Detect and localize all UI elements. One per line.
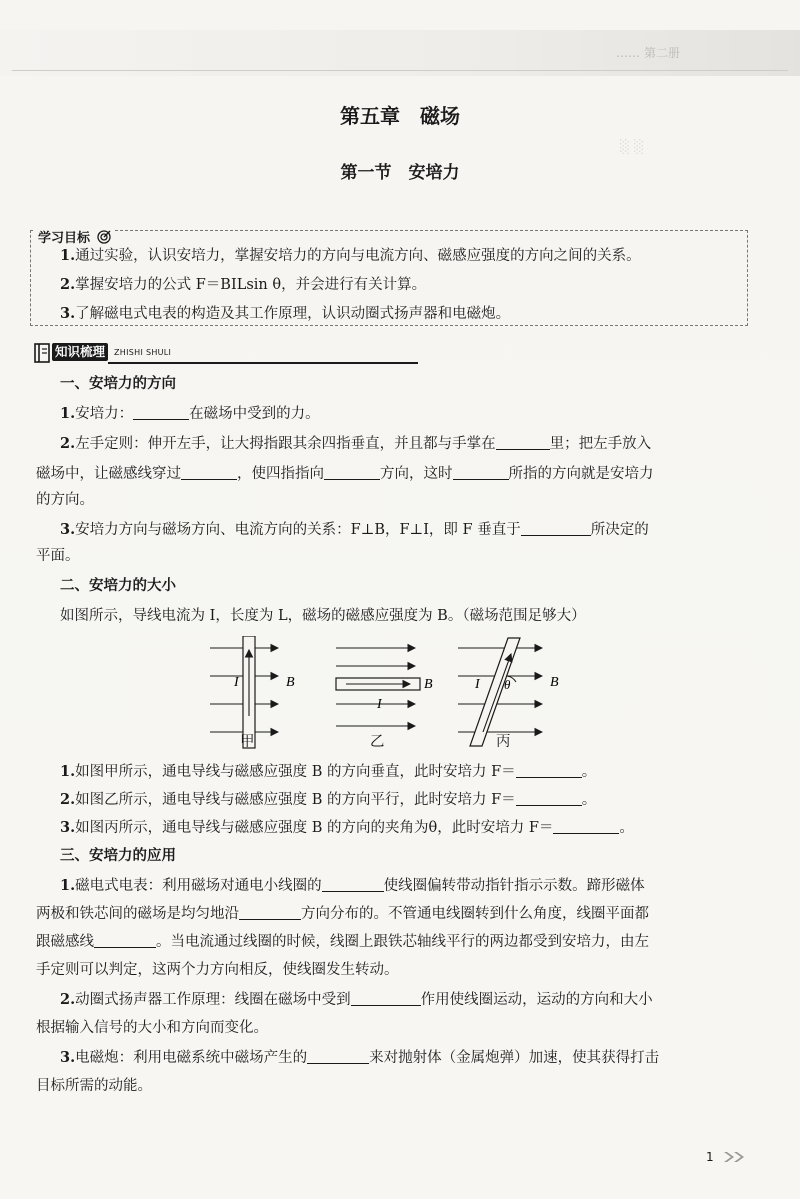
fill-blank [351,990,421,1006]
fill-blank [322,876,384,892]
fig-bing-B: B [550,675,559,690]
text: 方向，这时 [380,466,453,482]
item-number: 2. [60,991,76,1008]
header-rule [12,70,788,71]
chapter-title: 第五章 磁场 [340,104,460,128]
target-icon [97,230,111,244]
item-number: 1. [60,877,76,894]
text: 方向分布的。不管通电线圈转到什么角度，线圈平面都 [301,906,649,922]
fig-yi-B: B [424,677,433,692]
heading-direction: 一、安培力的方向 [60,376,176,392]
text: 如图乙所示，通电导线与磁感应强度 B 的方向平行，此时安培力 F＝ [75,792,516,808]
goal-item [60,302,510,323]
paragraph-line [60,818,634,838]
knowledge-banner [34,341,384,365]
paragraph-line [60,876,645,896]
text: 所决定的 [590,522,649,538]
bleed-through: ░ ░ [620,140,645,155]
fig-yi-I: I [377,697,382,712]
text: 来对抛射体（金属炮弹）加速，使其获得打击 [369,1050,660,1066]
paragraph-line [60,990,653,1010]
goal-text: 通过实验，认识安培力，掌握安培力的方向与电流方向、磁感应强度的方向之间的关系。 [75,248,641,264]
fig-jia-B: B [286,675,295,690]
running-header: …… 第二册 [616,46,680,60]
text: 。 [581,792,597,808]
item-number: 1. [60,763,76,780]
goal-text: 了解磁电式电表的构造及其工作原理，认识动圈式扬声器和电磁炮。 [75,306,511,322]
fill-blank [453,464,509,480]
paragraph-line [60,520,649,540]
paragraph-line: 的方向。 [36,492,94,508]
fill-blank [133,404,189,420]
fill-blank [94,932,156,948]
item-number: 3. [60,521,76,538]
goal-item [60,273,426,294]
paragraph-line [60,790,596,810]
banner-title: 知识梳理 [52,343,108,361]
goal-item [60,244,641,265]
text: 作用使线圈运动，运动的方向和大小 [420,992,653,1008]
book-icon [34,341,52,365]
paragraph-line: 手定则可以判定，这两个力方向相反，使线圈发生转动。 [36,962,399,978]
text: 在磁场中受到的力。 [189,406,320,422]
text: 。 [581,764,597,780]
fill-blank [307,1048,369,1064]
text: 两极和铁芯间的磁场是均匀地沿 [36,906,239,922]
goal-number: 2. [60,276,76,293]
heading-magnitude: 二、安培力的大小 [60,578,176,594]
item-number: 2. [60,435,76,452]
goal-text: 掌握安培力的公式 F＝BILsin θ，并会进行有关计算。 [75,277,427,293]
item-number: 3. [60,819,76,836]
text: 安培力： [75,406,134,422]
paragraph-line: 根据输入信号的大小和方向而变化。 [36,1020,268,1036]
paragraph-line [36,464,654,484]
text: 动圈式扬声器工作原理：线圈在磁场中受到 [75,992,351,1008]
section-title: 第一节 安培力 [340,163,460,183]
item-number: 2. [60,791,76,808]
text: 如图丙所示，通电导线与磁感应强度 B 的方向的夹角为θ，此时安培力 F＝ [75,820,554,836]
fill-blank [239,904,301,920]
fill-blank [181,464,237,480]
banner-subtitle: ZHISHI SHULI [114,348,172,357]
text: 磁场中，让磁感线穿过 [36,466,181,482]
text: 。 [619,820,634,836]
item-number: 1. [60,405,76,422]
learning-goals-title: 学习目标 [38,231,91,246]
paragraph-line: 如图所示，导线电流为 I，长度为 L，磁场的磁感应强度为 B。（磁场范围足够大） [60,608,586,624]
fig-jia-I: I [234,675,239,690]
paragraph-line [60,762,596,782]
paragraph-line [36,904,649,924]
paragraph-line [36,932,649,952]
figure-label-bing: 丙 [496,734,511,750]
figure-yi [336,648,433,726]
text: 电磁炮：利用电磁系统中磁场产生的 [75,1050,308,1066]
fill-blank [553,818,619,834]
text: 所指的方向就是安培力 [508,466,654,482]
text: 磁电式电表：利用磁场对通电小线圈的 [75,878,322,894]
banner-rule [108,362,418,364]
fill-blank [516,762,582,778]
fill-blank [521,520,591,536]
text: 安培力方向与磁场方向、电流方向的关系：F⊥B，F⊥I，即 F 垂直于 [75,522,521,538]
paragraph-line [60,1048,659,1068]
text: 使线圈偏转带动指针指示示数。蹄形磁体 [383,878,645,894]
paragraph-line [60,434,651,454]
double-chevron-icon [722,1150,750,1164]
ampere-force-figures [200,636,580,756]
text: 。当电流通过线圈的时候，线圈上跟铁芯轴线平行的两边都受到安培力，由左 [156,934,649,950]
paragraph-line [60,404,320,424]
fig-bing-I: I [475,677,480,692]
paragraph-line: 目标所需的动能。 [36,1078,152,1094]
text: 左手定则：伸开左手，让大拇指跟其余四指垂直，并且都与手掌在 [75,436,496,452]
fill-blank [496,434,550,450]
text: 里；把左手放入 [549,436,652,452]
fig-bing-theta: θ [504,677,511,692]
fill-blank [324,464,380,480]
text: 跟磁感线 [36,934,94,950]
figure-label-jia: 甲 [240,734,255,750]
text: ，使四指指向 [237,466,324,482]
paragraph-line: 平面。 [36,548,80,564]
text: 如图甲所示，通电导线与磁感应强度 B 的方向垂直，此时安培力 F＝ [75,764,516,780]
heading-application: 三、安培力的应用 [60,848,176,864]
goal-number: 3. [60,305,76,322]
fill-blank [516,790,582,806]
goal-number: 1. [60,247,76,264]
item-number: 3. [60,1049,76,1066]
figure-label-yi: 乙 [370,734,385,750]
page-number: 1 [706,1150,714,1164]
